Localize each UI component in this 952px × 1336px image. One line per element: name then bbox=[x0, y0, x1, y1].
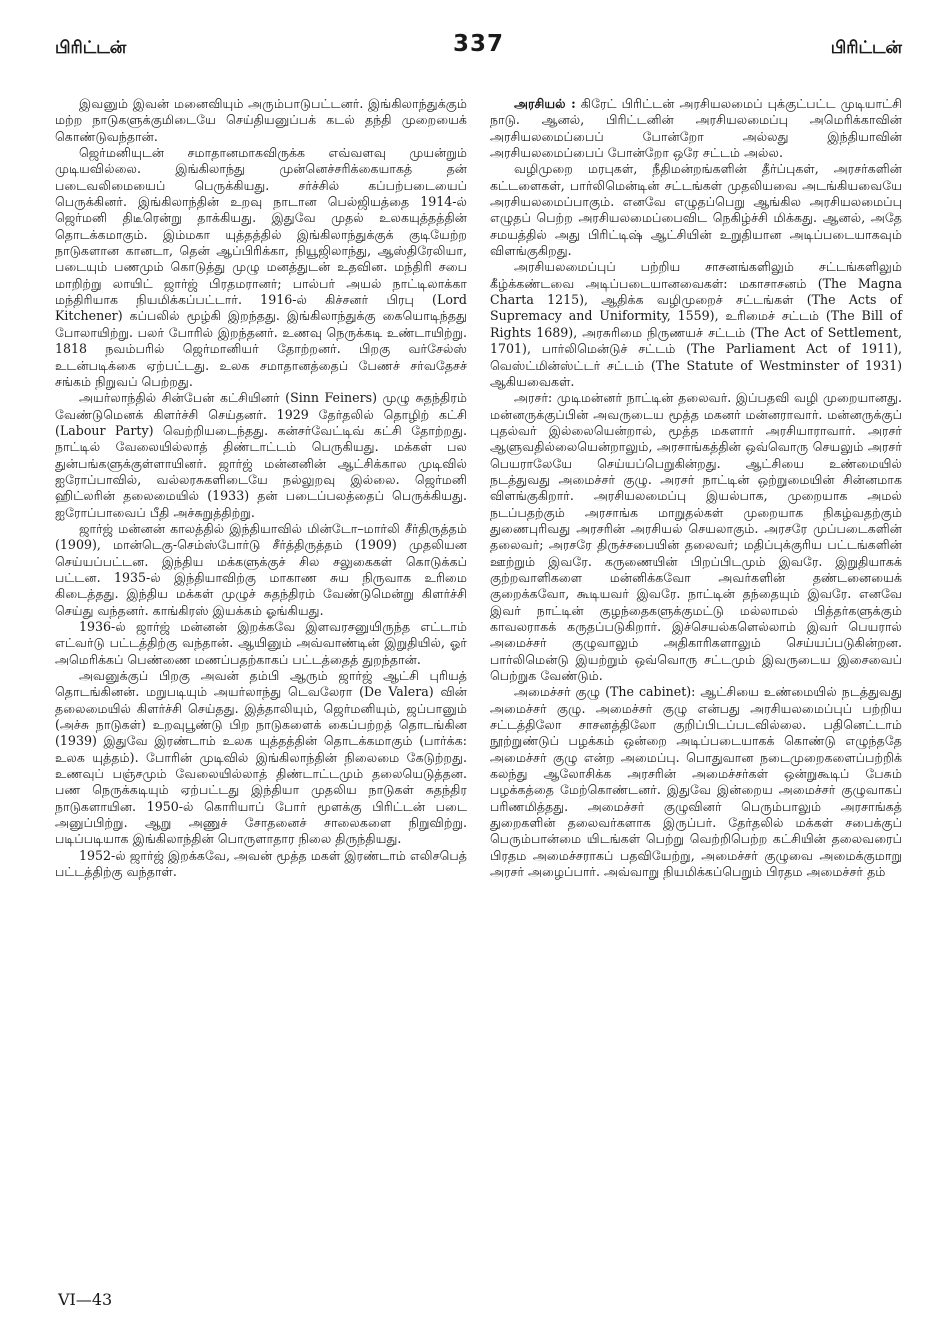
paragraph: அமைச்சர் குழு (The cabinet): ஆட்சியை உண்மையில் நடத்துவது அமைச்சர் குழு. அமைச்சர் குழு என்பது அரசியலமைப்புப் பற்றிய சட்டத்திலோ சாசனத்திலோ குறிப்பிடப்படவில்லை. பதினெட்டாம் நூற்றுண்டுப் பழக்கம் ஒன்றை அடிப்படையாகக் கொண்டு எழுந்ததே அமைச்சர் குழு என்ற அமைப்பு. பொதுவான நடைமுறைகளைப்பற்றிக் கலந்து ஆலோசிக்க அரசரின் அமைச்சர்கள் ஒன்றுகூடிப் பேசும் பழக்கத்தை மேற்கொண்டனர். இதுவே இன்றைய அமைச்சர் குழுவாகப் பரிணமித்தது. அமைச்சர் குழுவினர் பெரும்பாலும் அரசாங்கத் துறைகளின் தலைவர்களாக இருப்பர். தேர்தலில் மக்கள் சபைக்குப் பெரும்பான்மை யிடங்கள் பெற்று வெற்றிபெற்ற கட்சியின் தலைவரைப் பிரதம அமைச்சராகப் பதவியேற்று, அமைச்சர் குழுவை அமைக்குமாறு அரசர் அழைப்பார். அவ்வாறு நியமிக்கப்பெறும் பிரதம அமைச்சர் தம் bbox=[490, 684, 902, 880]
page-number: 337 bbox=[452, 31, 504, 57]
paragraph: ஜார்ஜ் மன்னன் காலத்தில் இந்தியாவில் மின்டோ–மார்லி சீர்திருத்தம் (1909), மான்டெகு-செம்ஸ்போர்டு சீர்த்திருத்தம் (1909) முதலியன செய்யப்பட்டன. இந்திய மக்களுக்குச் சில சலுகைகள் கொடுக்கப் பட்டன. 1935-ல் இந்தியாவிற்கு மாகாண சுய நிருவாக உரிமை கிடைத்தது. இந்திய மக்கள் முழுச் சுதந்திரம் வேண்டுமென்று கிளர்ச்சி செய்து வந்தனர். காங்கிரஸ் இயக்கம் ஓங்கியது. bbox=[55, 520, 467, 618]
paragraph: இவனும் இவன் மனைவியும் அரும்பாடுபட்டனர். இங்கிலாந்துக்கும் மற்ற நாடுகளுக்குமிடையே செய்தியனுப்பக் கடல் தந்தி முறையைக் கொண்டுவந்தான். bbox=[55, 96, 467, 144]
header-left-title: பிரிட்டன் bbox=[55, 38, 127, 58]
two-column-body bbox=[55, 96, 902, 881]
paragraph: அயர்லாந்தில் சின்பேன் கட்சியினர் (Sinn Feiners) முழு சுதந்திரம் வேண்டுமெனக் கிளர்ச்சி செய்தனர். 1929 தேர்தலில் தொழிற் கட்சி (Labour Party) வெற்றியடைந்தது. கன்சர்வேட்டிவ் கட்சி தோற்றது. நாட்டில் வேலையில்லாத் திண்டாட்டம் பெருகியது. மக்கள் பல துன்பங்களுக்குள்ளாயினர். ஜார்ஜ் மன்னனின் ஆட்சிக்கால முடிவில் ஐரோப்பாவில், வல்லரசுகளிடையே நல்லுறவு இல்லை. ஜெர்மனி ஹிட்லரின் தலைமையில் (1933) தன் படைப்பலத்தைப் பெருக்கியது. ஐரோப்பாவைப் பீதி அச்சுறுத்திற்று. bbox=[55, 390, 467, 520]
paragraph bbox=[490, 96, 902, 161]
paragraph-text: கிரேட் பிரிட்டன் அரசியலமைப் புக்குட்பட்ட முடியாட்சி நாடு. ஆனல், பிரிட்டனின் அரசியலமைப்பு அமெரிக்காவின் அரசியலமைப்பைப் போன்றோ அல்லது இந்தியாவின் அரசியலமைப்பைப் போன்றோ ஒரே சட்டம் அல்ல. bbox=[490, 96, 902, 161]
paragraph: அவனுக்குப் பிறகு அவன் தம்பி ஆரும் ஜார்ஜ் ஆட்சி புரியத் தொடங்கினன். மறுபடியும் அயர்லாந்து டெவலேரா (De Valera) வின் தலைமையில் கிளர்ச்சி செய்தது. இத்தாலியும், ஜெர்மனியும், ஜப்பானும் (அச்சு நாடுகள்) உறவுபூண்டு பிற நாடுகளைக் கைப்பற்றத் தொடங்கின (1939) இதுவே இரண்டாம் உலக யுத்தத்தின் தொடக்கமாகும் (பார்க்க: உலக யுத்தம்). போரின் முடிவில் இங்கிலாந்தின் நிலைமை கேடுற்றது. உணவுப் பஞ்சமும் வேலையில்லாத் திண்டாட்டமும் தலையெடுத்தன. பண நெருக்கடியும் ஏற்பட்டது இந்தியா முதலிய நாடுகள் சுதந்திர நாடுகளாயின. 1950-ல் கொரியாப் போர் மூளக்கு பிரிட்டன் படை அனுப்பிற்று. ஆறு அணுச் சோதனைச் சாலைகளை நிறுவிற்று. படிப்படியாக இங்கிலாந்தின் பொருளாதார நிலை திருந்தியது. bbox=[55, 668, 467, 847]
signature-mark: VI—43 bbox=[58, 1290, 113, 1309]
right-column bbox=[490, 96, 902, 881]
paragraph: ஜெர்மனியுடன் சமாதானமாகவிருக்க எவ்வளவு முயன்றும் முடியவில்லை. இங்கிலாந்து முன்னெச்சரிக்கையாகத் தன் படைவலிமையைப் பெருக்கியது. சர்ச்சில் கப்பற்படையைப் பெருக்கினர். இங்கிலாந்தின் உறவு நாடான பெல்ஜியத்தை 1914-ல் ஜெர்மனி திடீரென்று தாக்கியது. இதுவே முதல் உலகயுத்தத்தின் தொடக்கமாகும். இம்மகா யுத்தத்தில் இங்கிலாந்துக்குக் குடியேற்ற நாடுகளான கானடா, தென் ஆப்பிரிக்கா, நியூஜிலாந்து, ஆஸ்திரேலியா, படையும் பணமும் கொடுத்து முழு மனத்துடன் உதவின. மந்திரி சபை மாறிற்று லாயிட் ஜார்ஜ் பிரதமரானர்; பால்பர் அயல் நாட்டிலாக்கா மந்திரியாக நியமிக்கப்பட்டார். 1916-ல் கிச்சனர் பிரபு (Lord Kitchener) கப்பலில் மூழ்கி இறந்தது. இங்கிலாந்துக்கு கையொடிந்தது போலாயிற்று. பலர் போரில் இறந்தனர். உணவு நெருக்கடி உண்டாயிற்று. 1818 நவம்பரில் ஜெர்மானியர் தோற்றனர். பிறகு வர்சேல்ஸ் உடன்படிக்கை ஏற்பட்டது. உலக சமாதானத்தைப் பேணச் சர்வதேசச் சங்கம் நிறுவப் பெற்றது. bbox=[55, 145, 467, 389]
paragraph: அரசியலமைப்புப் பற்றிய சாசனங்களிலும் சட்டங்களிலும் கீழ்க்கண்டவை அடிப்படையானவைகள்: மகாசாசனம் (The Magna Charta 1215), ஆதிக்க வழிமுறைச் சட்டங்கள் (The Acts of Supremacy and Uniformity, 1559), உரிமைச் சட்டம் (The Bill of Rights 1689), அரசுரிமை நிருணயச் சட்டம் (The Act of Settlement, 1701), பார்லிமென்டுச் சட்டம் (The Parliament Act of 1911), வெஸ்ட்மின்ஸ்ட்டர் சட்டம் (The Statute of Westminster of 1931) ஆகியவைகள். bbox=[490, 259, 902, 389]
left-column bbox=[55, 96, 467, 881]
header-right-title: பிரிட்டன் bbox=[830, 38, 902, 58]
running-header bbox=[55, 31, 902, 76]
paragraph: வழிமுறை மரபுகள், நீதிமன்றங்களின் தீர்ப்புகள், அரசர்களின் கட்டளைகள், பார்லிமென்டின் சட்டங்கள் முதலியவை அடங்கியவையே அரசியலமைப்பாகும். எனவே எழுதப்பெறு ஆங்கில அரசியலமைப்பு எழுதப் பெற்ற அரசியலமைப்பைவிட நெகிழ்ச்சி மிக்கது. ஆனல், அதே சமயத்தில் அது பிரிட்டிஷ் ஆட்சியின் உறுதியான அடிப்படையாகவும் விளங்குகிறது. bbox=[490, 161, 902, 259]
paragraph: 1952-ல் ஜார்ஜ் இறக்கவே, அவன் மூத்த மகள் இரண்டாம் எலிசபெத் பட்டத்திற்கு வந்தாள். bbox=[55, 847, 467, 880]
paragraph: அரசர்: முடிமன்னர் நாட்டின் தலைவர். இப்பதவி வழி முறையானது. மன்னருக்குப்பின் அவருடைய மூத்த மகனர் மன்னராவார். மன்னருக்குப் புதல்வர் இல்லையென்றால், மூத்த மகளார் அரசியாராவார். அரசர் ஆளுவதில்லையென்றாலும், அரசாங்கத்தின் ஒவ்வொரு செயலும் அரசர் பெயராலேயே செய்யப்பெறுகின்றது. ஆட்சியை உண்மையில் நடத்துவது அமைச்சர் குழு. அரசர் நாட்டின் ஒற்றுமையின் சின்னமாக விளங்குகிறார். அரசியலமைப்பு இயல்பாக, முறையாக அமல் நடப்பதற்கும் அரசாங்க மாறுதல்கள் முறையாக நிகழ்வதற்கும் துணைபுரிவது அரசரின் அரசியல் செயலாகும். அரசரே முப்படைகளின் தலைவர்; அரசரே திருச்சபையின் தலைவர்; மதிப்புக்குரிய பட்டங்களின் ஊற்றும் இவரே. கருணையின் பிறப்பிடமும் இவரே. இறுதியாகக் குற்றவாளிகளை மன்னிக்கவோ அவர்களின் தண்டனையைக் குறைக்கவோ, கூடியவர் இவரே. நாட்டின் தந்தையும் இவரே. எனவே இவர் நாட்டின் குழந்தைகளுக்குமட்டு மல்லாமல் பித்தர்களுக்கும் காவலராகக் கருதப்படுகிறார். இச்செயல்களெல்லாம் இவர் பெயரால் அமைச்சர் குழுவாலும் அதிகாரிகளாலும் செய்யப்படுகின்றன. பார்லிமென்டு இயற்றும் ஒவ்வொரு சட்டமும் இவருடைய இசைவைப் பெற்றுக வேண்டும். bbox=[490, 390, 902, 684]
paragraph: 1936-ல் ஜார்ஜ் மன்னன் இறக்கவே இளவரசனுயிருந்த எட்டாம் எட்வர்டு பட்டத்திற்கு வந்தான். ஆயினும் அவ்வாண்டின் இறுதியில், ஓர் அமெரிக்கப் பெண்ணை மணப்பதற்காகப் பட்டத்தைத் துறந்தான். bbox=[55, 619, 467, 667]
section-heading: அரசியல் : bbox=[514, 96, 576, 111]
